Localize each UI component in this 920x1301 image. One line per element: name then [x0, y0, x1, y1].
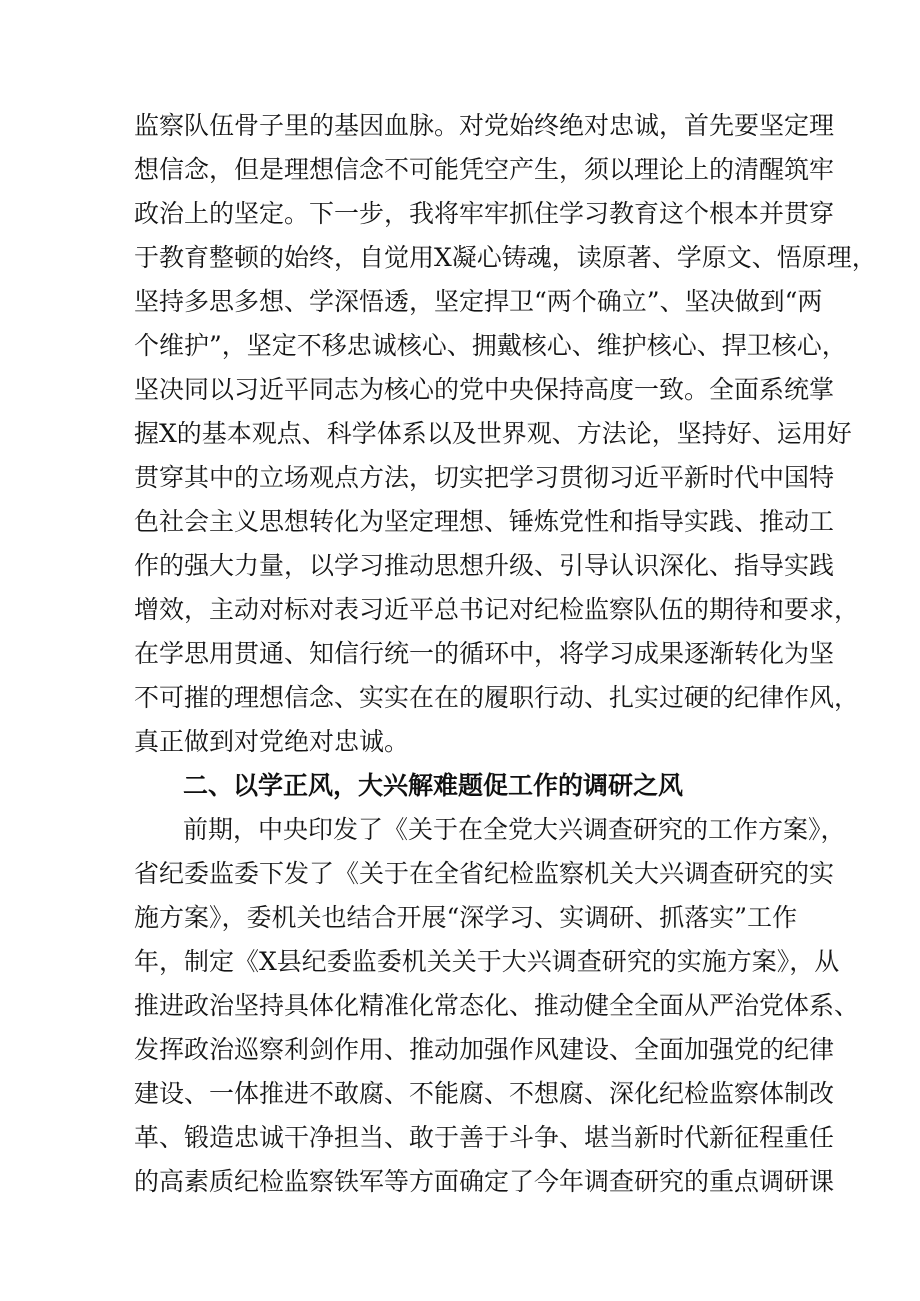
- paragraph-line: 监察队伍骨子里的基因血脉。对党始终绝对忠诚，首先要坚定理: [134, 111, 835, 140]
- paragraph-line: 色社会主义思想转化为坚定理想、锤炼党性和指导实践、推动工: [134, 507, 835, 536]
- paragraph-line: 政治上的坚定。下一步，我将牢牢抓住学习教育这个根本并贯穿: [134, 199, 835, 228]
- paragraph-line: 前期，中央印发了《关于在全党大兴调查研究的工作方案》，: [183, 815, 846, 844]
- paragraph-line: 施方案》，委机关也结合开展“深学习、实调研、抓落实”工作: [134, 903, 798, 932]
- paragraph-line: 坚持多思多想、学深悟透，坚定捍卫“两个确立”、坚决做到“两: [134, 287, 823, 316]
- paragraph-line: 作的强大力量，以学习推动思想升级、引导认识深化、指导实践: [134, 551, 835, 580]
- paragraph-line: 革、锻造忠诚干净担当、敢于善于斗争、堪当新时代新征程重任: [134, 1123, 835, 1152]
- paragraph-line: 发挥政治巡察利剑作用、推动加强作风建设、全面加强党的纪律: [134, 1035, 835, 1064]
- paragraph-line: 贯穿其中的立场观点方法，切实把学习贯彻习近平新时代中国特: [134, 463, 835, 492]
- paragraph-line: 的高素质纪检监察铁军等方面确定了今年调查研究的重点调研课: [134, 1167, 835, 1196]
- paragraph-line: 增效，主动对标对表习近平总书记对纪检监察队伍的期待和要求，: [134, 595, 860, 624]
- paragraph-line: 不可摧的理想信念、实实在在的履职行动、扎实过硬的纪律作风，: [134, 683, 860, 712]
- paragraph-line: 握X的基本观点、科学体系以及世界观、方法论，坚持好、运用好: [134, 419, 852, 448]
- paragraph-line: 在学思用贯通、知信行统一的循环中，将学习成果逐渐转化为坚: [134, 639, 835, 668]
- paragraph-line: 坚决同以习近平同志为核心的党中央保持高度一致。全面系统掌: [134, 375, 835, 404]
- paragraph-line: 想信念，但是理想信念不可能凭空产生，须以理论上的清醒筑牢: [134, 155, 835, 184]
- paragraph-line: 推进政治坚持具体化精准化常态化、推动健全全面从严治党体系、: [134, 991, 860, 1020]
- paragraph-line: 建设、一体推进不敢腐、不能腐、不想腐、深化纪检监察体制改: [134, 1079, 835, 1108]
- paragraph-line: 省纪委监委下发了《关于在全省纪检监察机关大兴调查研究的实: [134, 859, 835, 888]
- section-heading: 二、以学正风，大兴解难题促工作的调研之风: [183, 771, 684, 800]
- paragraph-line: 于教育整顿的始终，自觉用X凝心铸魂，读原著、学原文、悟原理，: [134, 243, 877, 272]
- paragraph-line: 个维护”，坚定不移忠诚核心、拥戴核心、维护核心、捍卫核心，: [134, 331, 847, 360]
- paragraph-line: 年，制定《X县纪委监委机关关于大兴调查研究的实施方案》，从: [134, 947, 840, 976]
- paragraph-line: 真正做到对党绝对忠诚。: [134, 727, 410, 756]
